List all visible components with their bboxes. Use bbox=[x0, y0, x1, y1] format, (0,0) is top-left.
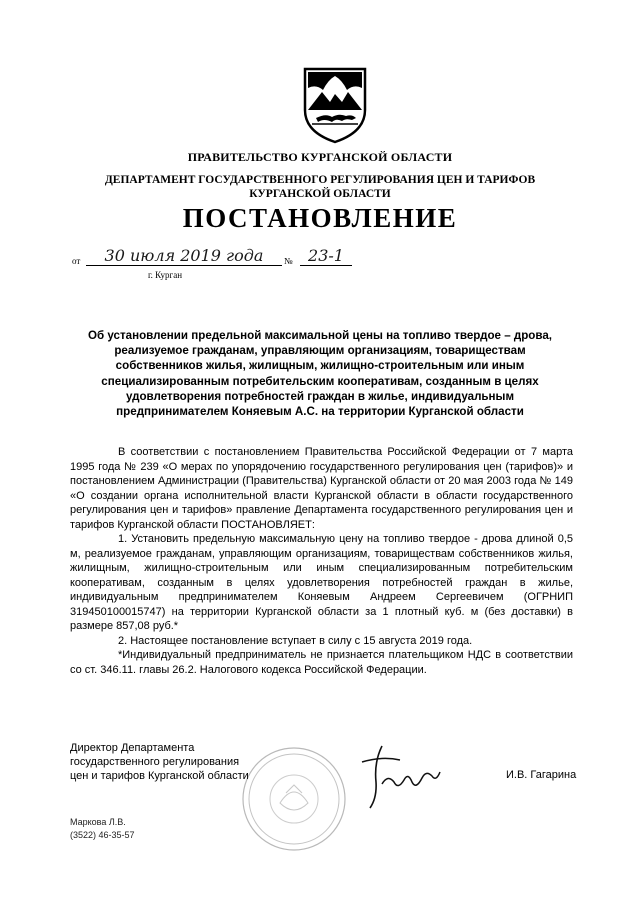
handwritten-date: 30 июля 2019 года bbox=[86, 246, 282, 266]
department-name-line2: КУРГАНСКОЙ ОБЛАСТИ bbox=[249, 188, 391, 200]
position-line-3: цен и тарифов Курганской области bbox=[70, 770, 249, 782]
document-title: Об установлении предельной максимальной цены на топливо твердое – дрова, реализуемое гражданам, управляющим организациям, товариществам собственников жилья, жилищным, жилищно-строительным или иным специализированным потребительским кооперативам, созданным в целях удовлетворения потребностей граждан в жилье, индивидуальным предпринимателем Коняевым А.С. на территории Курганской области bbox=[87, 329, 553, 419]
organization-name: ПРАВИТЕЛЬСТВО КУРГАНСКОЙ ОБЛАСТИ bbox=[187, 150, 453, 164]
document-body bbox=[70, 445, 573, 677]
executor-info bbox=[70, 816, 135, 842]
date-prefix: от bbox=[72, 256, 81, 266]
department-name bbox=[0, 173, 640, 201]
executor-phone: (3522) 46-35-57 bbox=[70, 830, 135, 840]
footnote-paragraph: *Индивидуальный предприниматель не признается плательщиком НДС в соответствии со ст. 346.11. главы 26.2. Налогового кодекса Российской Федерации. bbox=[70, 649, 573, 676]
city: г. Курган bbox=[148, 270, 183, 280]
dateline bbox=[72, 246, 372, 276]
position-line-1: Директор Департамента bbox=[70, 742, 195, 754]
item-1-paragraph: 1. Установить предельную максимальную цену на топливо твердое - дрова длиной 0,5 м, реализуемое гражданам, управляющим организациям, товариществам собственников жилья, жилищным, жилищно-строительным или иным специализированным потребительским кооперативам, созданным в целях удовлетворения потребностей граждан в жилье, индивидуальным предпринимателем Коняевым Андреем Сергеевичем (ОГРНИП 319450100015747) на территории Курганской области за 1 плотный куб. м (без доставки) в размере 857,08 руб.* bbox=[70, 533, 573, 632]
item-2-paragraph: 2. Настоящее постановление вступает в силу с 15 августа 2019 года. bbox=[118, 634, 473, 647]
handwritten-number: 23-1 bbox=[300, 246, 352, 266]
signatory-name: И.В. Гагарина bbox=[506, 769, 577, 781]
position-line-2: государственного регулирования bbox=[70, 756, 240, 768]
coat-of-arms-icon bbox=[302, 66, 368, 144]
handwritten-signature bbox=[352, 742, 442, 812]
department-name-line1: ДЕПАРТАМЕНТ ГОСУДАРСТВЕННОГО РЕГУЛИРОВАНИЯ ЦЕН И ТАРИФОВ bbox=[104, 174, 536, 186]
official-seal bbox=[240, 745, 348, 853]
number-prefix: № bbox=[284, 256, 293, 266]
signatory-position bbox=[70, 741, 249, 783]
document-type: ПОСТАНОВЛЕНИЕ bbox=[182, 203, 458, 233]
preamble-paragraph: В соответствии с постановлением Правительства Российской Федерации от 7 марта 1995 года № 239 «О мерах по упорядочению государственного регулирования цен (тарифов)» и постановлением Администрации (Правительства) Курганской области от 20 мая 2003 года № 149 «О создании органа исполнительной власти Курганской области в области государственного регулирования цен и тарифов» правление Департамента государственного регулирования цен и тарифов Курганской области ПОСТАНОВЛЯЕТ: bbox=[70, 446, 573, 531]
executor-name: Маркова Л.В. bbox=[70, 817, 126, 827]
